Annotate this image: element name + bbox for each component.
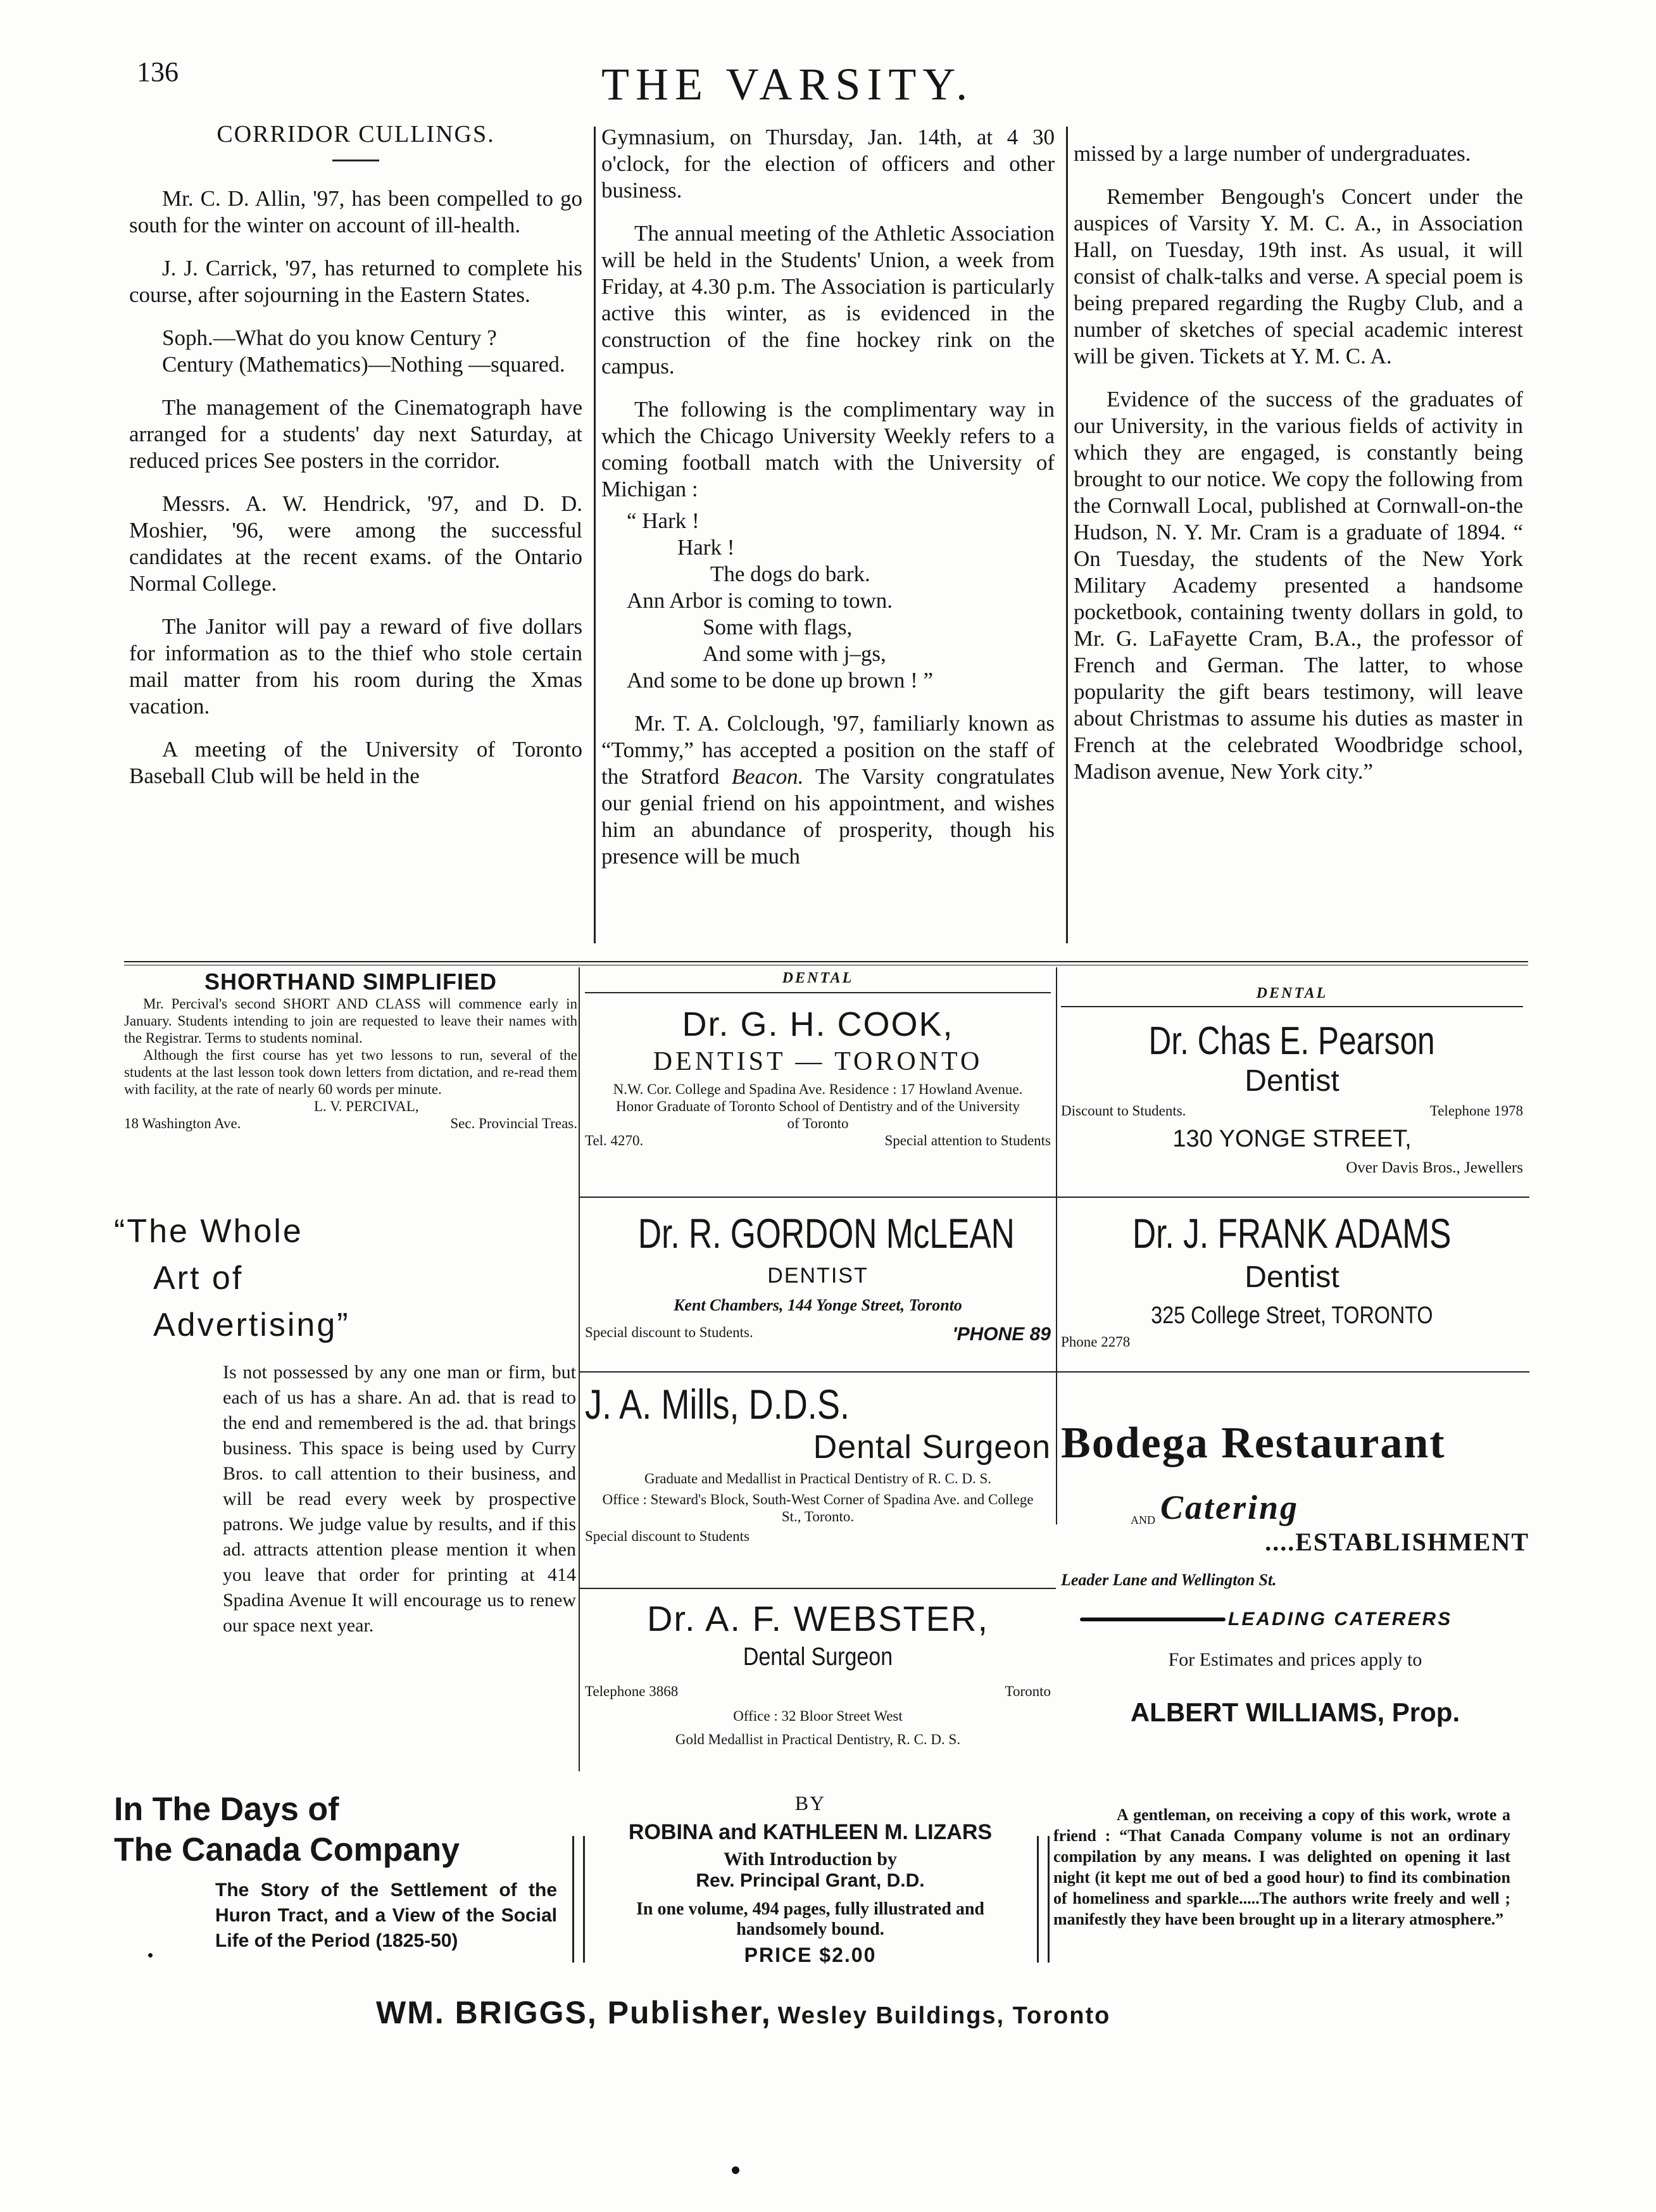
column-3 [1074,141,1523,801]
canada-title-1: In The Days of [114,1791,339,1828]
print-dot-small [148,1953,153,1957]
pearson-phone: Telephone 1978 [1429,1103,1523,1119]
colclough-paragraph [601,710,1055,870]
dental-row-rule-1 [580,1197,1529,1198]
page-number: 136 [137,56,179,87]
bodega-catering: Catering [1160,1488,1300,1526]
bengough-paragraph: Remember Bengough's Concert under the auspices of Varsity Y. M. C. A., in Association Hall, on Tuesday, 19th inst. As usual, it will consist of chalk-talks and verse. A special poem is being prepared regarding the Rugby Club, and a number of sketches of special academic interest will be given. Tickets at Y. M. C. A. [1074,184,1523,368]
ads-divider-right [1056,967,1057,1524]
poem-line: Ann Arbor is coming to town. [627,588,893,613]
pearson-ad [1061,985,1523,1177]
mills-title: Dental Surgeon [813,1429,1051,1466]
ads-divider-left [579,967,580,1771]
shorthand-body-2: Although the first course has yet two lessons to run, several of the students at the last lesson took down letters from dictation, and re-read them with facility, at the rate of nearly 60 words per minute. [124,1047,577,1097]
cook-ad [585,970,1051,1149]
athletic-paragraph: The annual meeting of the Athletic Association will be held in the Students' Union, a week from Friday, at 4.30 p.m. The Association is particularly active this winter, as is evidenced in the construction of the fine hockey rink on the campus. [601,221,1055,379]
bodega-estimates: For Estimates and prices apply to [1168,1649,1422,1670]
publisher-line [376,1994,1110,2031]
print-dot [732,2166,739,2174]
mclean-name: Dr. R. GORDON McLEAN [637,1210,1015,1257]
canada-volume: In one volume, 494 pages, fully illustrated and handsomely bound. [636,1899,984,1939]
adams-name: Dr. J. FRANK ADAMS [1132,1210,1452,1257]
baseball-paragraph: A meeting of the University of Toronto Baseball Club will be held in the [129,737,582,788]
mclean-title: DENTIST [767,1264,869,1288]
mills-office: Office : Steward's Block, South-West Corner of Spadina Ave. and College St., Toronto. [602,1492,1034,1524]
shorthand-address: 18 Washington Ave. [124,1115,241,1131]
mills-ad [585,1380,1051,1545]
carrick-paragraph: J. J. Carrick, '97, has returned to complete his course, after sojourning in the Eastern States. [129,256,582,307]
century-answer: Century (Mathematics)—Nothing —squared. [162,352,565,377]
shorthand-title: SHORTHAND SIMPLIFIED [204,969,497,995]
poem-line: “ Hark ! [627,508,699,533]
canada-subtitle: The Story of the Settlement of the Huron Tract, and a View of the Social Life of the Period (1825-50) [215,1880,557,1951]
bodega-address: Leader Lane and Wellington St. [1061,1571,1277,1589]
webster-name: Dr. A. F. WEBSTER, [646,1599,989,1638]
bodega-and: AND [1131,1514,1155,1526]
shorthand-ad [124,969,577,1132]
bodega-establishment: ....ESTABLISHMENT [1265,1528,1529,1556]
column-2 [601,124,1055,886]
missed-paragraph: missed by a large number of undergraduates. [1074,141,1471,166]
ads-top-rule [124,961,1528,962]
mills-discount: Special discount to Students [585,1528,750,1544]
allin-paragraph: Mr. C. D. Allin, '97, has been compelled to go south for the winter on account of ill-health. [129,186,582,237]
pearson-over: Over Davis Bros., Jewellers [1346,1159,1523,1176]
webster-office: Office : 32 Bloor Street West [733,1708,903,1724]
colclough-text-end: The Varsity congratulates our genial friend on his appointment, and wishes him an abundance of prosperity, though his presence will be much [601,764,1055,869]
webster-phone: Telephone 3868 [585,1683,679,1699]
column-divider-2 [1066,127,1068,943]
cook-honor: Honor Graduate of Toronto School of Dentistry and of the University of Toronto [615,1098,1020,1131]
dental-row-rule-2 [580,1371,1529,1373]
poem-line: And some with j–gs, [703,641,886,666]
canada-title-block [114,1789,570,1954]
colclough-text-start: Mr. T. A. Colclough, '97, familiarly known as “Tommy,” has accepted a position on the staff of the Stratford [601,711,1055,789]
canada-intro-2: Rev. Principal Grant, D.D. [696,1870,925,1891]
webster-city: Toronto [1005,1683,1051,1699]
advertising-title-1: “The Whole [114,1213,303,1250]
mclean-discount: Special discount to Students. [585,1324,753,1340]
mills-grad: Graduate and Medallist in Practical Dentistry of R. C. D. S. [644,1471,992,1486]
poem-line: And some to be done up brown ! ” [627,668,934,693]
poem [601,508,1055,694]
gymnasium-paragraph: Gymnasium, on Thursday, Jan. 14th, at 4 30 o'clock, for the election of officers and other business. [601,125,1055,203]
shorthand-body-1: Mr. Percival's second SHORT AND CLASS will commence early in January. Students intending to join are requested to leave their names with the Registrar. Terms to students nominal. [124,996,577,1046]
canada-title-2: The Canada Company [114,1832,460,1868]
canada-by: BY [794,1792,826,1814]
webster-ad [585,1598,1051,1748]
mclean-phone: 'PHONE 89 [952,1324,1051,1345]
canada-quote: A gentleman, on receiving a copy of this work, wrote a friend : “That Canada Company volume is not an ordinary compilation by any means. I was delighted on opening it last night (it kept me out of bed a good hour) to find its combination of homeliness and sparkle.....The authors write freely and well ; manifestly they have been brought up in a literary atmosphere.” [1053,1806,1510,1928]
adams-address: 325 College Street, TORONTO [1151,1302,1433,1329]
shorthand-role: Sec. Provincial Treas. [450,1115,577,1131]
soph-question: Soph.—What do you know Century ? [162,325,497,350]
janitor-paragraph: The Janitor will pay a reward of five dollars for information as to the thief who stole certain mail matter from his room during the Xmas vacation. [129,614,582,719]
heading-rule [332,160,379,161]
publisher-name: WM. BRIGGS, Publisher, [376,1995,772,2030]
bodega-name: Bodega Restaurant [1061,1419,1446,1467]
dental-label: DENTAL [782,970,854,986]
column-divider-1 [594,127,596,943]
advertising-title-3: Advertising” [153,1307,350,1343]
bodega-prop: ALBERT WILLIAMS, Prop. [1130,1697,1460,1727]
bodega-leading: LEADING CATERERS [1228,1609,1453,1630]
canada-authors: ROBINA and KATHLEEN M. LIZARS [628,1820,993,1844]
mclean-ad [585,1209,1051,1345]
bodega-ad [1061,1418,1529,1728]
adams-phone: Phone 2278 [1061,1334,1131,1350]
cook-tel: Tel. 4270. [585,1133,644,1148]
leading-flourish [1080,1618,1226,1621]
poem-line: Hark ! [677,535,735,560]
normal-college-paragraph: Messrs. A. W. Hendrick, '97, and D. D. Moshier, '96, were among the successful candidates at the recent exams. of the Ontario Normal College. [129,491,582,596]
mclean-address: Kent Chambers, 144 Yonge Street, Toronto [674,1296,962,1314]
canada-center-block [589,1792,1032,1967]
corridor-cullings-heading: CORRIDOR CULLINGS. [216,121,495,148]
bracket-left [572,1836,585,1963]
advertising-ad [114,1208,576,1638]
chicago-paragraph: The following is the complimentary way in which the Chicago University Weekly refers to a coming football match with the University of Michigan : [601,397,1055,501]
pearson-title: Dentist [1245,1064,1339,1098]
cook-special: Special attention to Students [884,1133,1051,1148]
publisher-address: Wesley Buildings, Toronto [777,2002,1111,2029]
mills-name: J. A. Mills, D.D.S. [585,1381,850,1428]
cook-line: DENTIST — TORONTO [653,1047,983,1076]
canada-price: PRICE $2.00 [744,1944,877,1966]
bracket-right [1037,1836,1050,1963]
shorthand-signer: L. V. PERCIVAL, [314,1098,419,1114]
poem-line: Some with flags, [703,615,853,639]
webster-title: Dental Surgeon [743,1643,893,1671]
webster-medal: Gold Medallist in Practical Dentistry, R. C. D. S. [675,1731,961,1747]
masthead-title: THE VARSITY. [601,59,974,110]
pearson-street: 130 YONGE STREET, [1172,1126,1412,1152]
graduates-paragraph: Evidence of the success of the graduates of our University, in the various fields of activity in which they are engaged, is constantly being brought to our notice. We copy the following from the Cornwall Local, published at Cornwall-on-the Hudson, N. Y. Mr. Cram is a graduate of 1894. “ On Tuesday, the students of the New York Military Academy presented a handsome pocketbook, containing twenty dollars in gold, to Mr. G. LaFayette Cram, B.A., the professor of French and German. The latter, to whose popularity the gift bears testimony, will leave about Christmas to assume his duties as master in French at the celebrated Woodbridge school, Madison avenue, New York city.” [1074,387,1523,784]
column-1 [129,120,582,806]
pearson-discount: Discount to Students. [1061,1103,1186,1119]
adams-ad [1061,1209,1523,1350]
cinematograph-paragraph: The management of the Cinematograph have arranged for a students' day next Saturday, at reduced prices See posters in the corridor. [129,395,582,473]
cook-address: N.W. Cor. College and Spadina Ave. Residence : 17 Howland Avenue. [613,1081,1023,1097]
advertising-title-2: Art of [153,1260,244,1297]
cook-name: Dr. G. H. COOK, [682,1005,954,1043]
dental-label-2: DENTAL [1256,985,1328,1002]
dental-row-rule-3 [580,1588,1056,1589]
adams-title: Dentist [1245,1260,1339,1294]
canada-intro-1: With Introduction by [724,1849,897,1870]
beacon-title: Beacon. [731,764,804,789]
poem-line: The dogs do bark. [710,562,870,586]
advertising-body: Is not possessed by any one man or firm, but each of us has a share. An ad. that is read to the end and remembered is the ad. that brings business. This space is being used by Curry Bros. to call attention to their business, and will be read every week by prospective patrons. We judge value by results, and if this ad. attracts attention please mention it when you leave that order for printing at 414 Spadina Avenue It will encourage us to renew our space next year. [223,1362,576,1636]
pearson-name: Dr. Chas E. Pearson [1148,1019,1436,1063]
